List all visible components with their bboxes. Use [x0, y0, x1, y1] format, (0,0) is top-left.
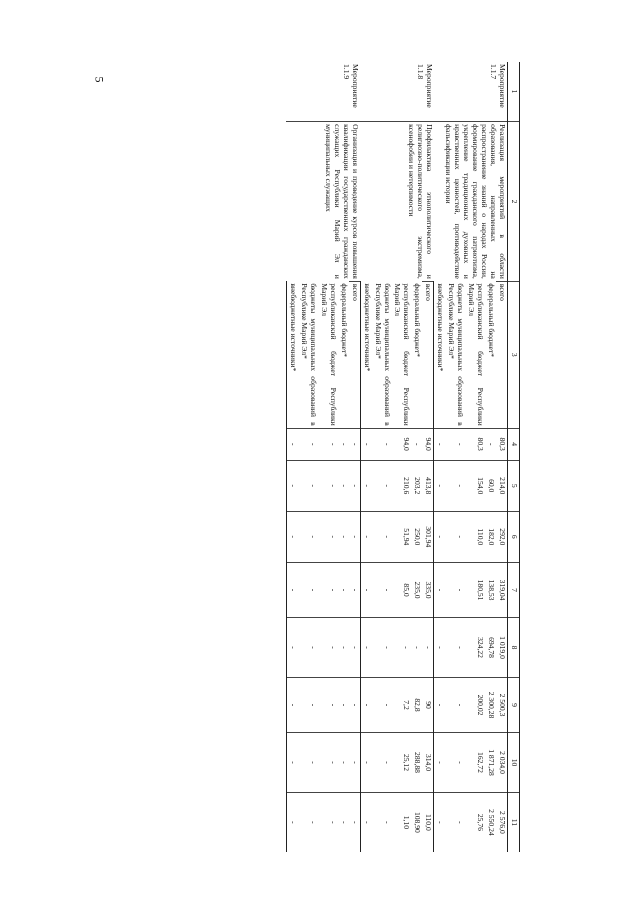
- value-cell: 138,53: [485, 562, 496, 617]
- value-cell: -: [434, 618, 445, 678]
- table-row: [496, 62, 507, 852]
- column-header: 2: [508, 122, 520, 282]
- funding-source: федеральный бюджет*: [339, 283, 349, 357]
- measure-id: Мероприятие 1.1.9: [342, 64, 361, 108]
- value-cell: -: [338, 511, 349, 562]
- value-cell: -: [445, 618, 465, 678]
- value-cell: -: [298, 562, 318, 617]
- value-cell: -: [445, 562, 465, 617]
- value-cell: 292,0: [496, 511, 507, 562]
- value-cell: 110,0: [422, 792, 433, 852]
- value-cell: -: [318, 562, 338, 617]
- value-cell: -: [360, 677, 371, 732]
- funding-source: всего: [422, 281, 433, 428]
- value-cell: -: [338, 562, 349, 617]
- page-number: 5: [92, 76, 107, 83]
- column-header: 4: [508, 428, 520, 460]
- value-cell: -: [372, 428, 392, 460]
- value-cell: -: [318, 618, 338, 678]
- value-cell: 182,0: [485, 511, 496, 562]
- funding-source: внебюджетные источники*: [434, 281, 445, 428]
- value-cell: 2 500,3: [496, 677, 507, 732]
- value-cell: -: [434, 511, 445, 562]
- value-cell: -: [360, 733, 371, 793]
- measure-id: Мероприятие 1.1.8: [415, 64, 434, 108]
- value-cell: -: [286, 428, 297, 460]
- value-cell: -: [360, 511, 371, 562]
- funding-source: внебюджетные источники*: [360, 281, 371, 428]
- column-header: 9: [508, 677, 520, 732]
- value-cell: -: [485, 428, 496, 460]
- funding-table: [286, 62, 520, 852]
- value-cell: -: [372, 677, 392, 732]
- column-header: 1: [508, 62, 520, 122]
- value-cell: -: [286, 677, 297, 732]
- value-cell: 235,0: [411, 562, 422, 617]
- value-cell: -: [286, 460, 297, 511]
- value-cell: -: [349, 733, 360, 793]
- value-cell: -: [338, 677, 349, 732]
- value-cell: 203,2: [411, 460, 422, 511]
- column-header: 5: [508, 460, 520, 511]
- value-cell: 80,3: [465, 428, 485, 460]
- funding-source: бюджеты муниципальных образований в Республике Марий Эл*: [299, 283, 318, 426]
- value-cell: -: [349, 792, 360, 852]
- value-cell: 319,04: [496, 562, 507, 617]
- value-cell: 2 034,0: [496, 733, 507, 793]
- value-cell: -: [434, 562, 445, 617]
- funding-source: всего: [349, 281, 360, 428]
- value-cell: 60,0: [485, 460, 496, 511]
- measure-description: Профилактика этнополитического и религиозно-политического экстремизма, ксенофобии и нетерпимости: [360, 122, 434, 282]
- value-cell: 162,72: [465, 733, 485, 793]
- column-header: 11: [508, 792, 520, 852]
- value-cell: 301,94: [422, 511, 433, 562]
- value-cell: -: [286, 562, 297, 617]
- value-cell: -: [372, 460, 392, 511]
- value-cell: 51,94: [392, 511, 412, 562]
- measure-description: Реализация мероприятий в области образования, направленных на распространение знаний о народах России, формирование гражданского патриотизма, укрепление традиционных духовных и нравственных ценностей, противодействие фальсификации истории: [434, 122, 508, 282]
- value-cell: -: [434, 792, 445, 852]
- value-cell: -: [286, 792, 297, 852]
- value-cell: -: [298, 511, 318, 562]
- value-cell: 288,88: [411, 733, 422, 793]
- value-cell: -: [298, 792, 318, 852]
- value-cell: 1 871,28: [485, 733, 496, 793]
- value-cell: -: [372, 733, 392, 793]
- value-cell: -: [349, 511, 360, 562]
- value-cell: -: [286, 733, 297, 793]
- table-body: [286, 62, 507, 852]
- funding-source: республиканский бюджет Республики Марий Эл: [393, 283, 412, 426]
- value-cell: -: [286, 511, 297, 562]
- value-cell: -: [434, 460, 445, 511]
- value-cell: 2 576,0: [496, 792, 507, 852]
- value-cell: -: [349, 428, 360, 460]
- funding-source: всего: [496, 281, 507, 428]
- value-cell: -: [298, 733, 318, 793]
- value-cell: -: [392, 618, 412, 678]
- value-cell: -: [360, 618, 371, 678]
- value-cell: -: [434, 733, 445, 793]
- value-cell: -: [445, 428, 465, 460]
- value-cell: 110,0: [465, 511, 485, 562]
- value-cell: -: [338, 460, 349, 511]
- value-cell: -: [318, 460, 338, 511]
- value-cell: 25,76: [465, 792, 485, 852]
- value-cell: -: [360, 428, 371, 460]
- value-cell: -: [318, 677, 338, 732]
- value-cell: 2 300,28: [485, 677, 496, 732]
- value-cell: -: [445, 733, 465, 793]
- value-cell: 200,02: [465, 677, 485, 732]
- value-cell: 1,10: [392, 792, 412, 852]
- table-row: [349, 62, 360, 852]
- value-cell: 94,0: [422, 428, 433, 460]
- value-cell: -: [318, 511, 338, 562]
- column-header: 10: [508, 733, 520, 793]
- value-cell: -: [360, 562, 371, 617]
- value-cell: 1 019,0: [496, 618, 507, 678]
- value-cell: 180,51: [465, 562, 485, 617]
- funding-source: бюджеты муниципальных образований в Республике Марий Эл*: [447, 283, 466, 426]
- value-cell: -: [445, 792, 465, 852]
- value-cell: -: [422, 618, 433, 678]
- funding-source: бюджеты муниципальных образований в Республике Марий Эл*: [373, 283, 392, 426]
- value-cell: -: [411, 428, 422, 460]
- value-cell: -: [298, 428, 318, 460]
- value-cell: -: [360, 792, 371, 852]
- value-cell: 335,0: [422, 562, 433, 617]
- funding-source: республиканский бюджет Республики Марий Эл: [467, 283, 486, 426]
- value-cell: -: [338, 428, 349, 460]
- header-row: [508, 62, 520, 852]
- value-cell: 80,3: [496, 428, 507, 460]
- column-header: 6: [508, 511, 520, 562]
- value-cell: 82,8: [411, 677, 422, 732]
- table-row: [422, 62, 433, 852]
- value-cell: -: [338, 792, 349, 852]
- value-cell: -: [434, 428, 445, 460]
- value-cell: 25,12: [392, 733, 412, 793]
- funding-source: федеральный бюджет*: [487, 283, 497, 357]
- value-cell: -: [445, 677, 465, 732]
- value-cell: 2 550,24: [485, 792, 496, 852]
- value-cell: -: [338, 618, 349, 678]
- column-header: 7: [508, 562, 520, 617]
- value-cell: -: [318, 792, 338, 852]
- value-cell: -: [338, 733, 349, 793]
- value-cell: -: [286, 618, 297, 678]
- value-cell: 694,78: [485, 618, 496, 678]
- measure-description: Организация и проведение курсов повышения квалификации государственных гражданских служащих Республики Марий Эл и муниципальных служащих: [286, 122, 360, 282]
- column-header: 8: [508, 618, 520, 678]
- value-cell: -: [411, 618, 422, 678]
- value-cell: -: [318, 428, 338, 460]
- value-cell: -: [349, 677, 360, 732]
- value-cell: -: [298, 460, 318, 511]
- value-cell: -: [298, 618, 318, 678]
- value-cell: 7,2: [392, 677, 412, 732]
- value-cell: -: [445, 511, 465, 562]
- value-cell: -: [349, 562, 360, 617]
- value-cell: -: [318, 733, 338, 793]
- funding-source: внебюджетные источники*: [286, 281, 297, 428]
- value-cell: 250,0: [411, 511, 422, 562]
- value-cell: 210,6: [392, 460, 412, 511]
- value-cell: -: [372, 511, 392, 562]
- value-cell: -: [434, 677, 445, 732]
- column-header: 3: [508, 281, 520, 428]
- value-cell: 314,0: [422, 733, 433, 793]
- value-cell: -: [445, 460, 465, 511]
- value-cell: -: [372, 562, 392, 617]
- value-cell: 154,0: [465, 460, 485, 511]
- value-cell: 324,22: [465, 618, 485, 678]
- value-cell: 85,0: [392, 562, 412, 617]
- value-cell: -: [372, 618, 392, 678]
- value-cell: -: [349, 618, 360, 678]
- value-cell: -: [372, 792, 392, 852]
- value-cell: 214,0: [496, 460, 507, 511]
- value-cell: 94,0: [392, 428, 412, 460]
- funding-source: федеральный бюджет*: [413, 283, 423, 357]
- value-cell: 413,8: [422, 460, 433, 511]
- value-cell: -: [349, 460, 360, 511]
- measure-id: Мероприятие 1.1.7: [489, 64, 507, 108]
- rotated-table-container: [120, 62, 520, 852]
- value-cell: 90: [422, 677, 433, 732]
- value-cell: 108,90: [411, 792, 422, 852]
- value-cell: -: [360, 460, 371, 511]
- value-cell: -: [298, 677, 318, 732]
- funding-source: республиканский бюджет Республики Марий Эл: [319, 283, 338, 426]
